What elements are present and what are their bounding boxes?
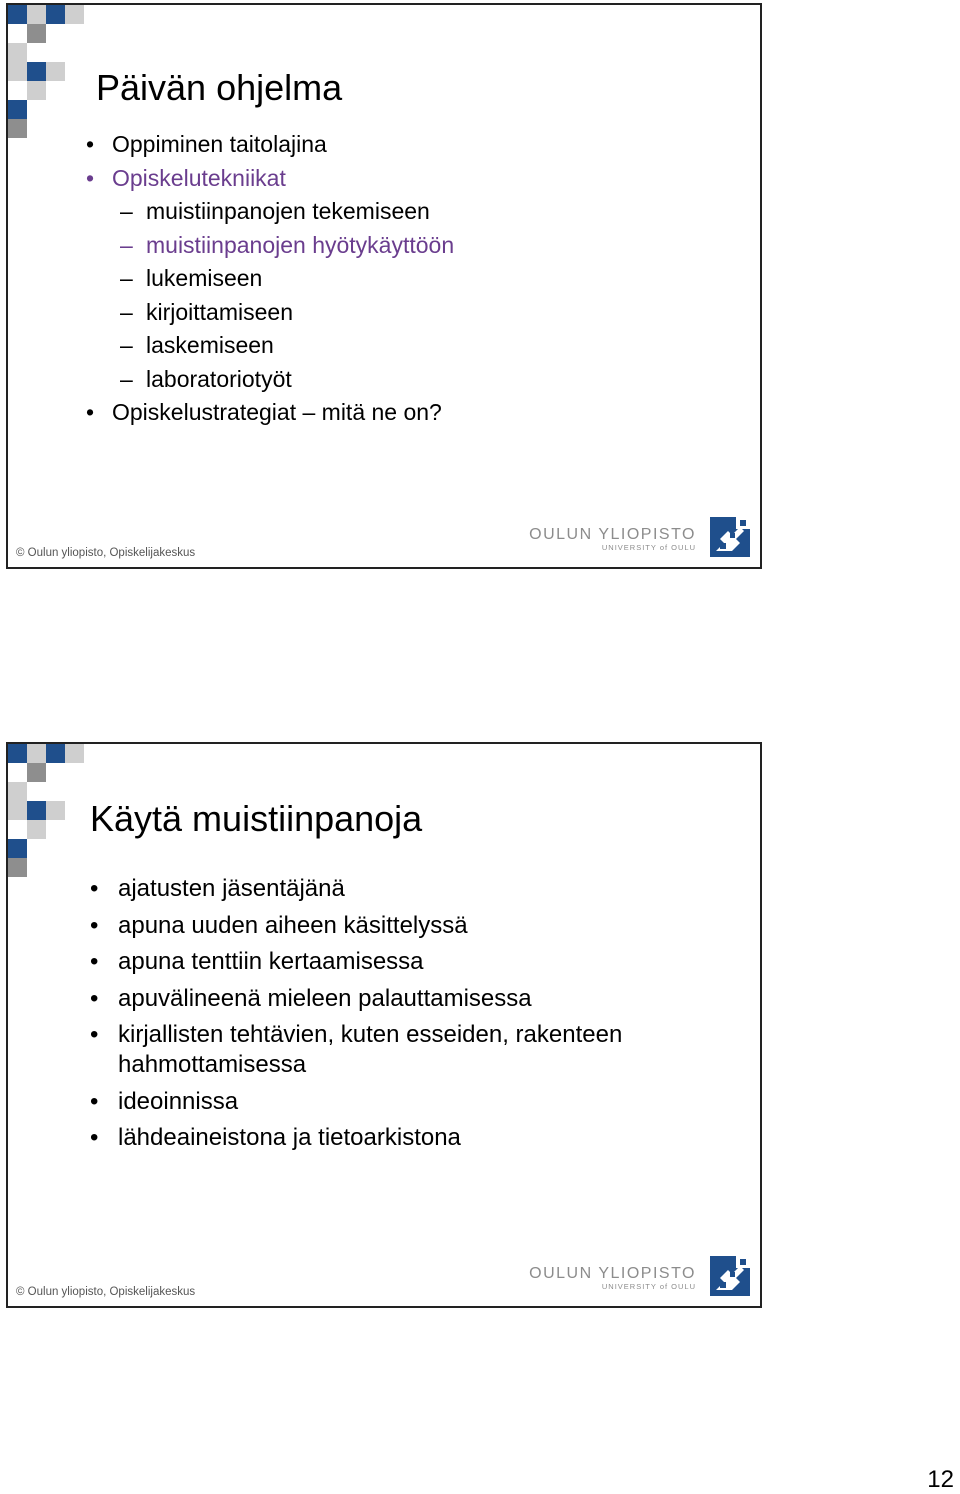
university-logo <box>529 517 750 559</box>
slide-footer: © Oulun yliopisto, Opiskelijakeskus <box>16 1286 196 1298</box>
list-item: • Opiskelustrategiat – mitä ne on? <box>82 396 454 430</box>
decorative-squares-icon <box>8 744 88 884</box>
list-item: • apuvälineenä mieleen palauttamisessa <box>88 984 678 1014</box>
list-subitem: – kirjoittamiseen <box>82 296 454 330</box>
logo-subtitle: UNIVERSITY of OULU <box>601 543 696 552</box>
decorative-squares-icon <box>8 5 88 145</box>
slide-1 <box>6 3 762 569</box>
list-subitem: – lukemiseen <box>82 262 454 296</box>
page-number: 12 <box>927 1466 954 1493</box>
list-item: • apuna tenttiin kertaamisessa <box>88 947 678 977</box>
list-subitem: – muistiinpanojen tekemiseen <box>82 195 454 229</box>
list-subitem: – laboratoriotyöt <box>82 363 454 397</box>
list-subitem: – laskemiseen <box>82 329 454 363</box>
agenda-list <box>82 128 454 430</box>
logo-name: OULUN YLIOPISTO <box>529 1265 696 1282</box>
slide-title: Käytä muistiinpanoja <box>90 798 423 839</box>
list-item: • kirjallisten tehtävien, kuten esseiden, rakenteen hahmottamisessa <box>88 1020 678 1080</box>
university-logo <box>529 1256 750 1298</box>
list-item: • ideoinnissa <box>88 1087 678 1117</box>
list-item: • Opiskelutekniikat <box>82 162 454 196</box>
list-subitem: – muistiinpanojen hyötykäyttöön <box>82 229 454 263</box>
list-item: • lähdeaineistona ja tietoarkistona <box>88 1123 678 1153</box>
list-item: • apuna uuden aiheen käsittelyssä <box>88 911 678 941</box>
logo-subtitle: UNIVERSITY of OULU <box>601 1282 696 1291</box>
logo-name: OULUN YLIOPISTO <box>529 526 696 543</box>
list-item: • ajatusten jäsentäjänä <box>88 874 678 904</box>
university-of-oulu-logo-icon <box>710 517 750 557</box>
slide-footer: © Oulun yliopisto, Opiskelijakeskus <box>16 547 196 559</box>
list-item: • Oppiminen taitolajina <box>82 128 454 162</box>
slide-2 <box>6 742 762 1308</box>
slide-title: Päivän ohjelma <box>96 67 343 108</box>
note-uses-list <box>88 874 678 1160</box>
university-of-oulu-logo-icon <box>710 1256 750 1296</box>
